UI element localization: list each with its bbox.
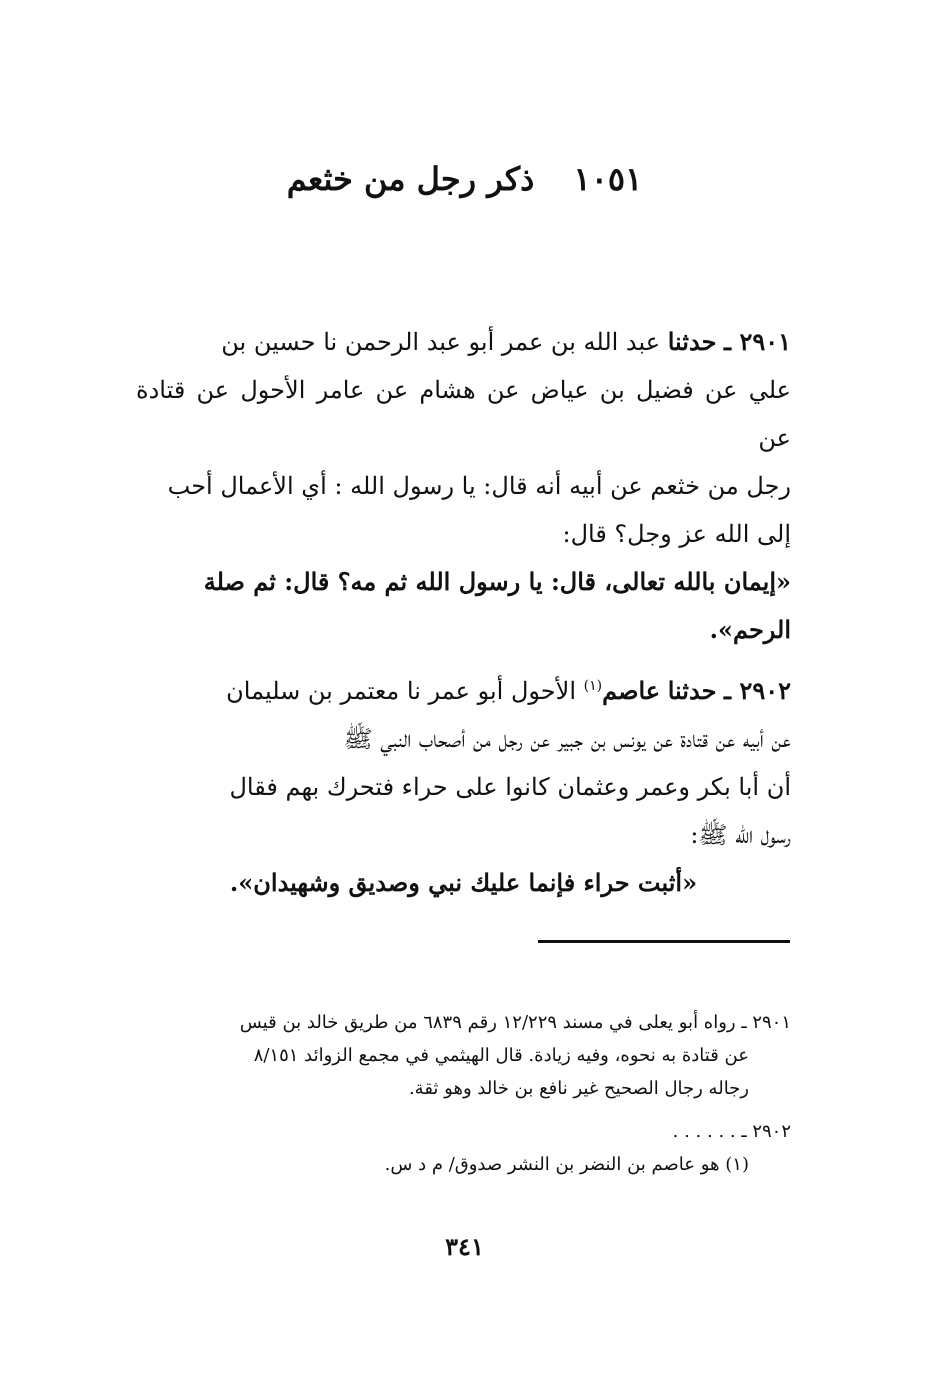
footnote-note-1: (١) هو عاصم بن النضر بن النشر صدوق/ م د س.: [384, 1154, 749, 1175]
hadith-2901-line-1: [136, 318, 791, 366]
paragraph-gap: [136, 654, 791, 662]
hadith-2901-chain-1: عبد الله بن عمر أبو عبد الرحمن نا حسين بن: [221, 328, 661, 356]
footnotes: [111, 1006, 791, 1181]
chapter-heading: ذكر رجل من خثعم: [286, 160, 535, 198]
chapter-number: ١٠٥١: [573, 160, 643, 198]
hadith-2901-answer-2: الرحم».: [709, 615, 791, 644]
hadith-2902-line-3: أن أبا بكر وعمر وعثمان كانوا على حراء فتحرك بهم فقال: [229, 773, 791, 801]
hadith-2902-number: ٢٩٠٢ ـ: [724, 676, 791, 705]
hadith-2901-number: ٢٩٠١ ـ: [724, 327, 791, 356]
open-quote: «: [776, 567, 791, 596]
footnote-divider: [538, 940, 790, 943]
page-number: ٣٤١: [445, 1232, 484, 1261]
hadith-2902-line-2: عن أبيه عن قتادة عن يونس بن جبير عن رجل من أصحاب النبي ﷺ: [343, 725, 791, 753]
hadith-2901-line-2: علي عن فضيل بن عياض عن هشام عن عامر الأحول عن قتادة عن: [136, 376, 792, 452]
hadith-2902-line-1: [136, 662, 791, 715]
footnote-2901-line-2: عن قتادة به نحوه، وفيه زيادة. قال الهيثمي في مجمع الزوائد ٨/١٥١: [253, 1045, 749, 1066]
hadith-2902-line-4: رسول الله ﷺ:: [690, 821, 791, 849]
chapter-title: [0, 160, 929, 198]
hadith-2902-chain-1: الأحول أبو عمر نا معتمر بن سليمان: [226, 677, 576, 705]
hadith-2902-narrated: حدثنا: [667, 676, 717, 705]
hadith-2901-narrated: حدثنا: [667, 327, 717, 356]
answer-text-1: إيمان بالله تعالى، قال: يا رسول الله ثم مه؟ قال: ثم صلة: [203, 567, 776, 596]
hadith-2902-name: عاصم: [602, 676, 661, 705]
main-text: [136, 318, 791, 907]
footnote-2901-line-3: رجاله رجال الصحيح غير نافع بن خالد وهو ثقة.: [408, 1078, 749, 1099]
hadith-2901-line-4: إلى الله عز وجل؟ قال:: [562, 520, 791, 548]
footnote-2902: ٢٩٠٢ ـ . . . . . .: [672, 1121, 791, 1142]
footnote-ref: (١): [583, 678, 603, 694]
hadith-2901-answer-1: [136, 558, 791, 606]
hadith-2902-quote: «أثبت حراء فإنما عليك نبي وصديق وشهيدان».: [229, 868, 698, 897]
hadith-2901-line-3: رجل من خثعم عن أبيه أنه قال: يا رسول الله : أي الأعمال أحب: [167, 472, 791, 500]
footnote-2901-line-1: ٢٩٠١ ـ رواه أبو يعلى في مسند ١٢/٢٢٩ رقم ٦٨٣٩ من طريق خالد بن قيس: [239, 1012, 791, 1033]
